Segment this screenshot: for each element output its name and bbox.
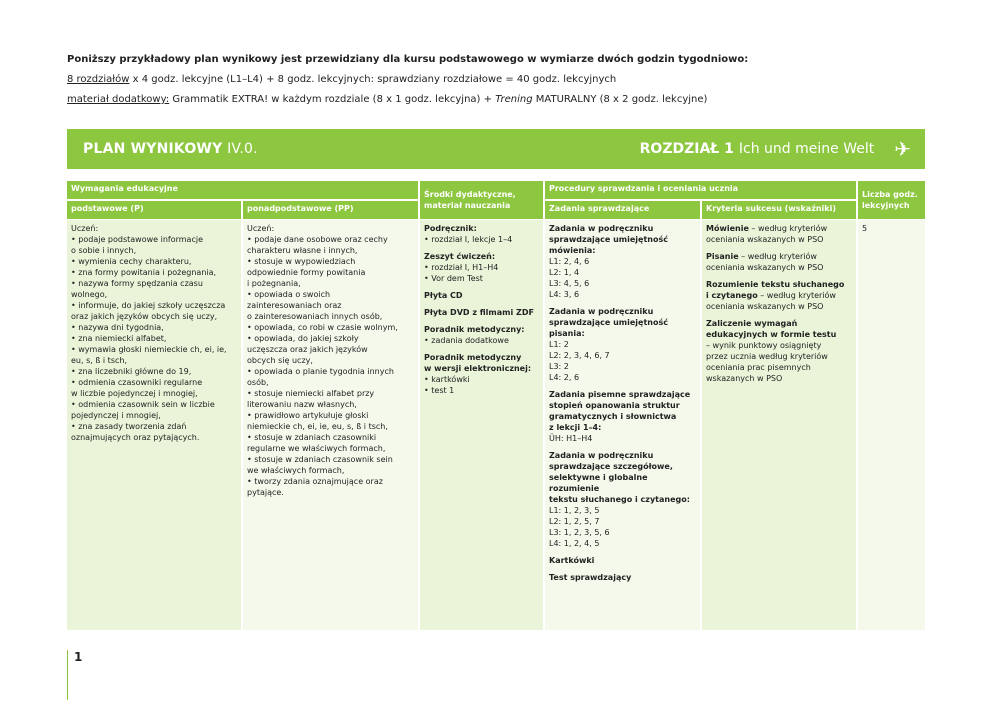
column-podstawowe: Uczeń: • podaje podstawowe informacje o sobie i innych, • wymienia cechy charakteru, • zna formy powitania i pożegnania, • nazywa formy spędzania czasu wolnego, • informuje, do jakiej szkoły uczęszcza oraz jakich języków obcych się uczy, • nazywa dni tygodnia, • zna niemiecki alfabet, • wymawia głoski niemieckie ch, ei, ie, eu, s, ß i tsch, • zna liczebniki główne do 19, • odmienia czasowniki regularne w liczbie pojedynczej i mnogiej, • odmienia czasownik sein w liczbie pojedynczej i mnogiej, • zna zasady tworzenia zdań oznajmujących oraz pytających. <box>67 220 241 630</box>
list-item <box>549 223 696 300</box>
list-item <box>424 223 539 245</box>
intro-line-2: 8 rozdziałów x 4 godz. lekcyjne (L1–L4) + 8 godz. lekcyjnych: sprawdziany rozdziałowe = 40 godz. lekcyjnych <box>67 74 617 85</box>
list-item <box>706 251 852 273</box>
header-podstawowe: podstawowe (P) <box>67 201 241 219</box>
column-kryteria <box>702 220 856 630</box>
intro-line-3: materiał dodatkowy: Grammatik EXTRA! w każdym rozdziale (8 x 1 godz. lekcyjna) + Trening MATURALNY (8 x 2 godz. lekcyjne) <box>67 94 708 105</box>
item-heading: Test sprawdzający <box>549 573 632 582</box>
header-zadania: Zadania sprawdzające <box>545 201 700 219</box>
column-zadania <box>545 220 700 630</box>
column-srodki <box>420 220 543 630</box>
item-text: ÜH: H1–H4 <box>549 434 593 443</box>
header-wymagania: Wymagania edukacyjne <box>67 181 418 199</box>
list-item <box>549 572 696 583</box>
item-heading: Kartkówki <box>549 556 595 565</box>
item-heading: Pisanie <box>706 252 739 261</box>
header-liczba: Liczba godz. lekcyjnych <box>858 181 925 219</box>
header-procedury: Procedury sprawdzania i oceniania ucznia <box>545 181 856 199</box>
item-heading: Zaliczenie wymagań edukacyjnych w formie testu <box>706 319 837 339</box>
header-kryteria: Kryteria sukcesu (wskaźniki) <box>702 201 856 219</box>
item-text: L1: 1, 2, 3, 5 L2: 1, 2, 5, 7 L3: 1, 2, 3, 5, 6 L4: 1, 2, 4, 5 <box>549 506 610 548</box>
item-heading: Poradnik metodyczny w wersji elektronicznej: <box>424 353 532 373</box>
list-item <box>424 307 539 318</box>
item-heading: Zeszyt ćwiczeń: <box>424 252 496 261</box>
list-item <box>424 324 539 346</box>
plan-title: PLAN WYNIKOWY IV.0. <box>83 141 258 157</box>
item-heading: Mówienie <box>706 224 749 233</box>
list-item <box>706 223 852 245</box>
item-text: • kartkówki • test 1 <box>424 375 470 395</box>
chapter-title: ROZDZIAŁ 1 Ich und meine Welt ✈ <box>639 137 911 161</box>
item-heading: Płyta DVD z filmami ZDF <box>424 308 534 317</box>
list-item <box>549 306 696 383</box>
item-text: • rozdział I, H1–H4 • Vor dem Test <box>424 263 499 283</box>
item-heading: Poradnik metodyczny: <box>424 325 525 334</box>
item-text: – według kryteriów oceniania wskazanych w PSO <box>706 224 828 244</box>
item-heading: Podręcznik: <box>424 224 477 233</box>
item-heading: Zadania w podręczniku sprawdzające umiejętność pisania: <box>549 307 668 338</box>
list-item <box>549 450 696 549</box>
list-item <box>424 290 539 301</box>
page-number: 1 <box>67 650 82 700</box>
column-liczba: 5 <box>858 220 925 630</box>
list-item <box>549 389 696 444</box>
intro <box>67 50 927 110</box>
column-ponadpodstawowe: Uczeń: • podaje dane osobowe oraz cechy charakteru własne i innych, • stosuje w wypowiedziach odpowiednie formy powitania i pożegnania, • opowiada o swoich zainteresowaniach oraz o zainteresowaniach innych osób, • opowiada, co robi w czasie wolnym, • opowiada, do jakiej szkoły uczęszcza oraz jakich języków obcych się uczy, • opowiada o planie tygodnia innych osób, • stosuje niemiecki alfabet przy literowaniu nazw własnych, • prawidłowo artykułuje głoski niemieckie ch, ei, ie, eu, s, ß i tsch, • stosuje w zdaniach czasowniki regularne we właściwych formach, • stosuje w zdaniach czasownik sein we właściwych formach, • tworzy zdania oznajmujące oraz pytające. <box>243 220 418 630</box>
item-text: L1: 2, 4, 6 L2: 1, 4 L3: 4, 5, 6 L4: 3, 6 <box>549 257 590 299</box>
item-heading: Płyta CD <box>424 291 463 300</box>
item-text: – według kryteriów oceniania wskazanych w PSO <box>706 291 836 311</box>
item-heading: Rozumienie tekstu słuchanego i czytanego <box>706 280 845 300</box>
list-item <box>424 251 539 284</box>
plan-banner <box>67 129 925 169</box>
item-text: – według kryteriów oceniania wskazanych w PSO <box>706 252 824 272</box>
item-heading: Zadania w podręczniku sprawdzające szczegółowe, selektywne i globalne rozumienie tekstu słuchanego i czytanego: <box>549 451 690 504</box>
item-heading: Zadania w podręczniku sprawdzające umiejętność mówienia: <box>549 224 668 255</box>
intro-line-1: Poniższy przykładowy plan wynikowy jest przewidziany dla kursu podstawowego w wymiarze dwóch godzin tygodniowo: <box>67 54 749 65</box>
airplane-icon: ✈ <box>894 137 911 161</box>
item-text: • rozdział I, lekcje 1–4 <box>424 235 513 244</box>
item-text: – wynik punktowy osiągnięty przez ucznia według kryteriów oceniania prac pisemnych wskazanych w PSO <box>706 341 828 383</box>
item-heading: Zadania pisemne sprawdzające stopień opanowania struktur gramatycznych i słownictwa z lekcji 1–4: <box>549 390 691 432</box>
list-item <box>706 279 852 312</box>
header-srodki: Środki dydaktyczne, materiał nauczania <box>420 181 543 219</box>
list-item <box>706 318 852 384</box>
item-text: L1: 2 L2: 2, 3, 4, 6, 7 L3: 2 L4: 2, 6 <box>549 340 610 382</box>
plan-table <box>67 181 925 630</box>
item-text: • zadania dodatkowe <box>424 336 509 345</box>
list-item <box>549 555 696 566</box>
list-item <box>424 352 539 396</box>
header-ponadpodstawowe: ponadpodstawowe (PP) <box>243 201 418 219</box>
